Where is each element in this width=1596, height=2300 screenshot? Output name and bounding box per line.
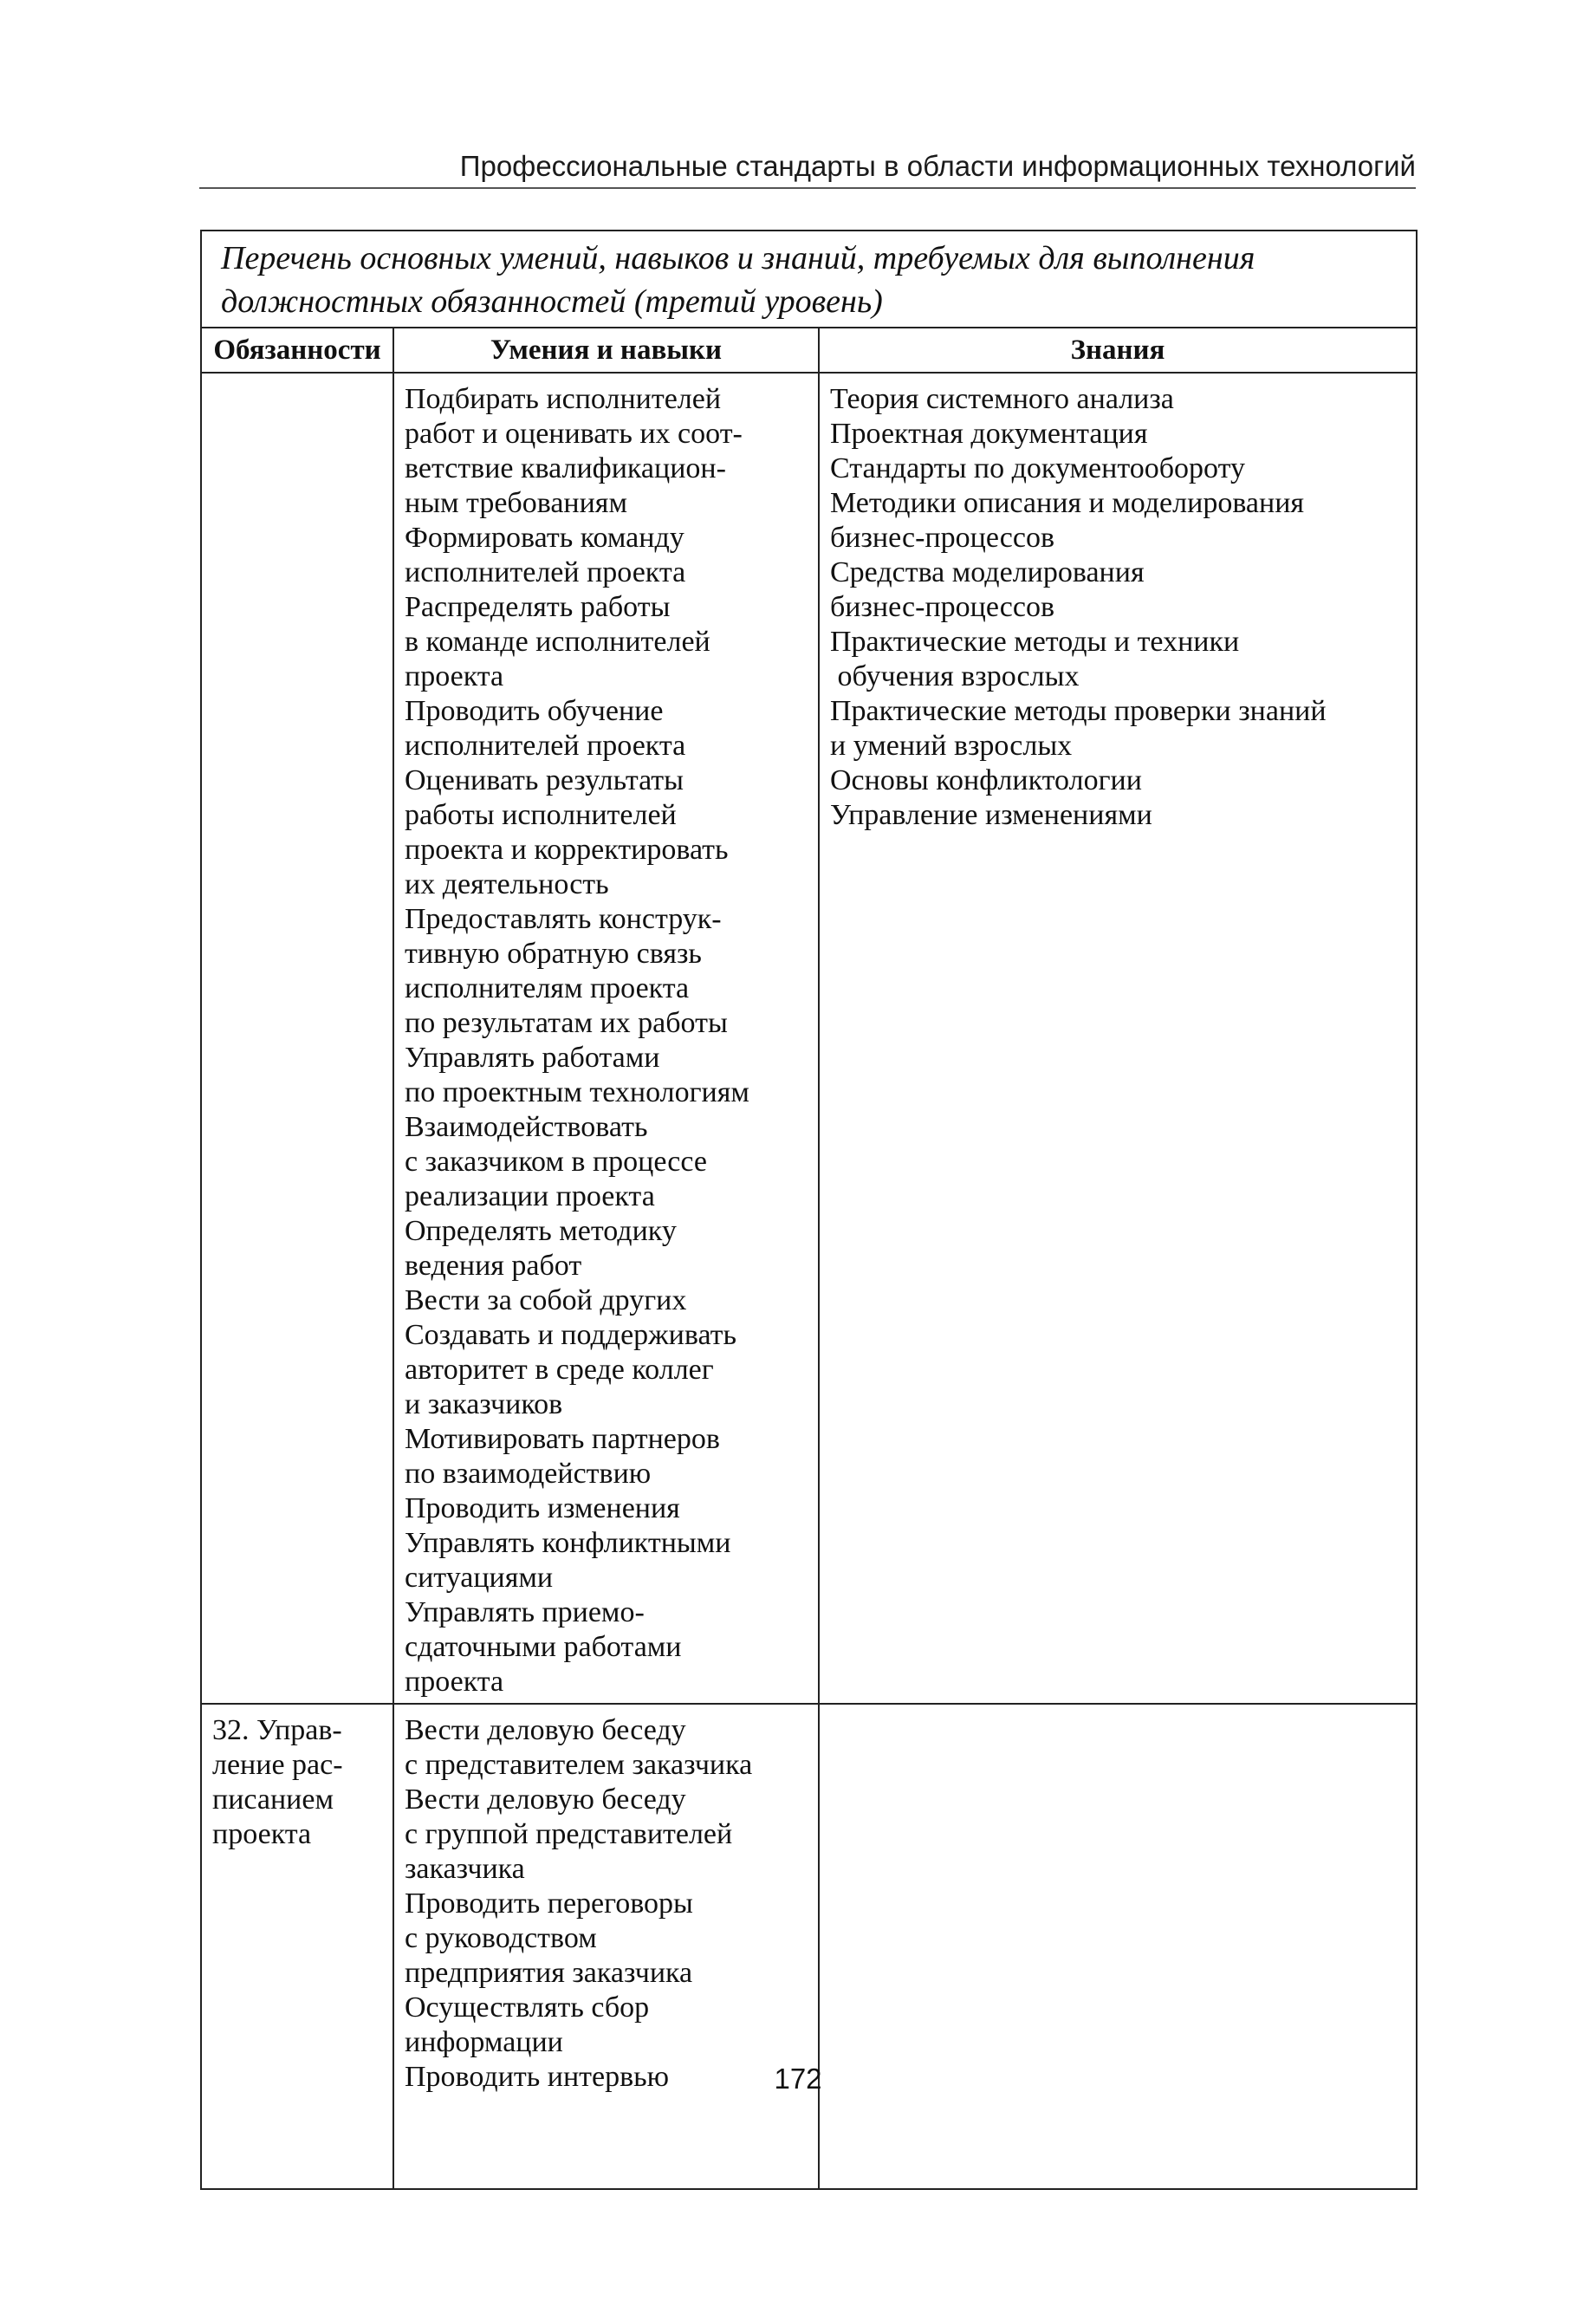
column-header-duties: Обязанности <box>201 328 393 373</box>
list-item: Распределять работы <box>405 591 671 623</box>
list-item: Управлять приемо- <box>405 1596 645 1628</box>
list-item: обучения взрослых <box>830 660 1080 692</box>
column-header-row <box>201 328 1417 373</box>
list-item: исполнителей проекта <box>405 730 686 762</box>
list-item: реализации проекта <box>405 1180 655 1212</box>
page-number: 172 <box>774 2063 822 2095</box>
list-item: бизнес-процессов <box>830 591 1055 623</box>
caption-line: должностных обязанностей (третий уровень) <box>221 283 883 320</box>
list-item: Подбирать исполнителей <box>405 383 722 415</box>
list-item: Проводить обучение <box>405 695 664 727</box>
list-item: 32. Управ- <box>212 1714 342 1746</box>
skills-cell <box>393 373 819 1704</box>
list-item: Проектная документация <box>830 418 1148 450</box>
table-caption-row <box>201 231 1417 328</box>
list-item: Проводить интервью <box>405 2061 670 2093</box>
list-item: информации <box>405 2026 563 2058</box>
list-item: по результатам их работы <box>405 1007 728 1039</box>
list-item: ведения работ <box>405 1250 582 1282</box>
list-item: Методики описания и моделирования <box>830 487 1305 519</box>
list-item: работы исполнителей <box>405 799 677 831</box>
knowledge-cell <box>819 1704 1417 2189</box>
list-item: Проводить изменения <box>405 1492 680 1524</box>
list-item: проекта <box>405 1666 504 1698</box>
list-item: Оценивать результаты <box>405 764 684 796</box>
list-item: с группой представителей <box>405 1818 733 1850</box>
list-item: Взаимодействовать <box>405 1111 648 1143</box>
list-item: ление рас- <box>212 1749 343 1781</box>
list-item: Практические методы проверки знаний <box>830 695 1327 727</box>
list-item: Теория системного анализа <box>830 383 1174 415</box>
list-item: по взаимодействию <box>405 1458 652 1490</box>
list-item: исполнителей проекта <box>405 556 686 588</box>
skills-cell <box>393 1704 819 2189</box>
list-item: работ и оценивать их соот- <box>405 418 743 450</box>
list-item: Стандарты по документообороту <box>830 452 1245 484</box>
list-item: проекта и корректировать <box>405 834 729 866</box>
knowledge-cell <box>819 373 1417 1704</box>
list-item: проекта <box>405 660 504 692</box>
list-item: Мотивировать партнеров <box>405 1423 720 1455</box>
duties-cell <box>201 373 393 1704</box>
list-item: Вести за собой других <box>405 1284 687 1316</box>
table-caption <box>201 231 1417 328</box>
running-title: Профессиональные стандарты в области информационных технологий <box>459 150 1416 182</box>
competency-table <box>200 230 1418 2190</box>
list-item: исполнителям проекта <box>405 972 690 1004</box>
list-item: авторитет в среде коллег <box>405 1354 714 1386</box>
list-item: с руководством <box>405 1922 597 1954</box>
caption-line: Перечень основных умений, навыков и знаний, требуемых для выполнения <box>221 240 1255 276</box>
list-item: проекта <box>212 1818 312 1850</box>
list-item: Формировать команду <box>405 522 684 554</box>
column-header-knowledge: Знания <box>819 328 1417 373</box>
list-item: в команде исполнителей <box>405 626 710 658</box>
list-item: Основы конфликтологии <box>830 764 1142 796</box>
list-item: Создавать и поддерживать <box>405 1319 737 1351</box>
column-header-skills: Умения и навыки <box>393 328 819 373</box>
list-item: ветствие квалификацион- <box>405 452 726 484</box>
list-item: Проводить переговоры <box>405 1887 693 1920</box>
list-item: Вести деловую беседу <box>405 1714 686 1746</box>
list-item: заказчика <box>405 1853 525 1885</box>
list-item: с представителем заказчика <box>405 1749 753 1781</box>
list-item: бизнес-процессов <box>830 522 1055 554</box>
list-item: Управление изменениями <box>830 799 1152 831</box>
list-item: Предоставлять конструк- <box>405 903 722 935</box>
list-item: с заказчиком в процессе <box>405 1146 707 1178</box>
list-item: и умений взрослых <box>830 730 1073 762</box>
list-item: Средства моделирования <box>830 556 1145 588</box>
list-item: Осуществлять сбор <box>405 1991 650 2024</box>
list-item: Практические методы и техники <box>830 626 1240 658</box>
list-item: Определять методику <box>405 1215 677 1247</box>
header-rule <box>199 187 1416 189</box>
table-row <box>201 373 1417 1704</box>
list-item: сдаточными работами <box>405 1631 682 1663</box>
list-item: их деятельность <box>405 868 609 900</box>
list-item: писанием <box>212 1783 334 1816</box>
list-item: ситуациями <box>405 1562 554 1594</box>
table-row <box>201 1704 1417 2189</box>
list-item: предприятия заказчика <box>405 1957 693 1989</box>
list-item: тивную обратную связь <box>405 938 702 970</box>
list-item: ным требованиям <box>405 487 627 519</box>
list-item: и заказчиков <box>405 1388 563 1420</box>
list-item: Управлять конфликтными <box>405 1527 731 1559</box>
list-item: Вести деловую беседу <box>405 1783 686 1816</box>
list-item: по проектным технологиям <box>405 1076 749 1108</box>
list-item: Управлять работами <box>405 1042 660 1074</box>
duties-cell <box>201 1704 393 2189</box>
